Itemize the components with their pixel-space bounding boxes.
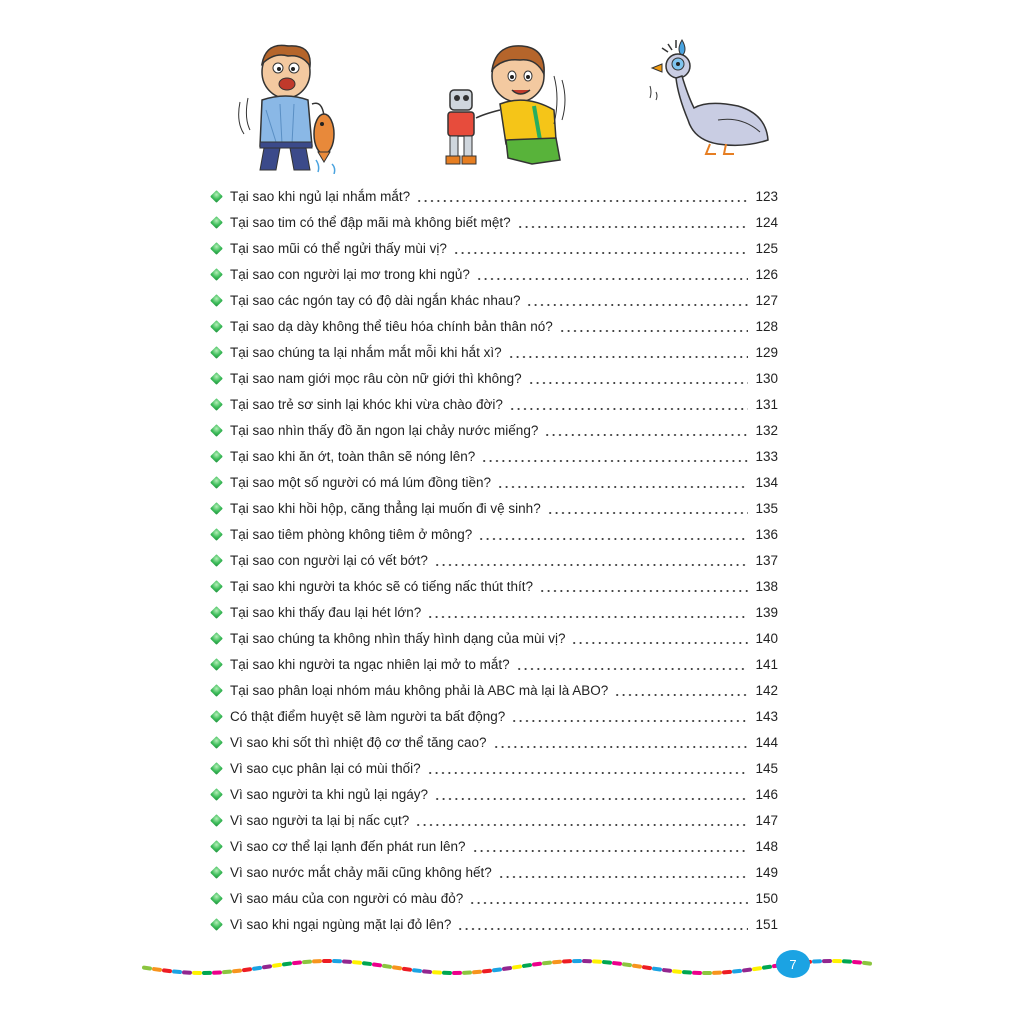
toc-entry-page: 144 (755, 734, 778, 750)
footer-dashed-wave (140, 945, 880, 995)
dot-leader (516, 657, 748, 671)
dot-leader (478, 527, 748, 541)
toc-entry-page: 125 (755, 240, 778, 256)
wave-dash (174, 972, 180, 973)
dot-leader (571, 631, 748, 645)
wave-dash (244, 969, 250, 970)
toc-entry (210, 651, 778, 677)
toc-entry (210, 729, 778, 755)
toc-entry (210, 469, 778, 495)
toc-entry (210, 417, 778, 443)
toc-entry-title: Vì sao khi ngại ngùng mặt lại đỏ lên? (230, 916, 452, 932)
green-diamond-bullet-icon (210, 918, 223, 931)
wave-dash (414, 970, 420, 971)
green-diamond-bullet-icon (210, 528, 223, 541)
dot-leader (415, 813, 748, 827)
dot-leader (497, 475, 748, 489)
green-diamond-bullet-icon (210, 450, 223, 463)
toc-entry (210, 443, 778, 469)
toc-entry-page: 137 (755, 552, 778, 568)
toc-entry-page: 143 (755, 708, 778, 724)
toc-entry (210, 573, 778, 599)
wave-dash (614, 963, 620, 964)
toc-entry (210, 807, 778, 833)
toc-entry (210, 521, 778, 547)
toc-entry-title: Vì sao cơ thể lại lạnh đến phát run lên? (230, 838, 466, 854)
green-diamond-bullet-icon (210, 840, 223, 853)
wave-dash (164, 970, 170, 971)
green-diamond-bullet-icon (210, 398, 223, 411)
green-diamond-bullet-icon (210, 684, 223, 697)
toc-entry-page: 131 (755, 396, 778, 412)
toc-entry-title: Tại sao nhìn thấy đồ ăn ngon lại chảy nước miếng? (230, 422, 539, 438)
green-diamond-bullet-icon (210, 632, 223, 645)
wave-dash (674, 971, 680, 972)
toc-entry (210, 261, 778, 287)
page-number-badge: 7 (776, 950, 810, 978)
toc-entry (210, 365, 778, 391)
wave-dash (224, 972, 230, 973)
toc-entry (210, 885, 778, 911)
green-diamond-bullet-icon (210, 762, 223, 775)
toc-entry-title: Vì sao nước mắt chảy mãi cũng không hết? (230, 864, 492, 880)
boy-with-fish-illustration (232, 42, 362, 174)
green-diamond-bullet-icon (210, 814, 223, 827)
toc-entry-title: Vì sao máu của con người có màu đỏ? (230, 890, 464, 906)
toc-entry-page: 129 (755, 344, 778, 360)
green-diamond-bullet-icon (210, 658, 223, 671)
goose-with-water-drop-illustration (648, 36, 772, 156)
wave-dash (384, 966, 390, 967)
toc-entry-page: 142 (755, 682, 778, 698)
toc-entry-title: Tại sao tiêm phòng không tiêm ở mông? (230, 526, 473, 542)
toc-entry (210, 339, 778, 365)
toc-entry-title: Vì sao cục phân lại có mùi thối? (230, 760, 421, 776)
green-diamond-bullet-icon (210, 580, 223, 593)
toc-entry-page: 130 (755, 370, 778, 386)
dot-leader (526, 293, 748, 307)
wave-dash (374, 964, 380, 965)
toc-entry-title: Tại sao con người lại mơ trong khi ngủ? (230, 266, 470, 282)
illustrations-row (0, 36, 1024, 176)
green-diamond-bullet-icon (210, 424, 223, 437)
toc-entry-page: 132 (755, 422, 778, 438)
dot-leader (508, 345, 748, 359)
toc-entry-page: 127 (755, 292, 778, 308)
toc-entry (210, 235, 778, 261)
toc-entry (210, 625, 778, 651)
toc-entry (210, 859, 778, 885)
toc-entry-title: Tại sao phân loại nhóm máu không phải là ABC mà lại là ABO? (230, 682, 609, 698)
dot-leader (427, 761, 748, 775)
toc-entry (210, 495, 778, 521)
boy-with-robot-illustration (436, 40, 572, 170)
wave-dash (364, 963, 370, 964)
wave-dash (734, 971, 740, 972)
dot-leader (457, 917, 748, 931)
toc-entry (210, 677, 778, 703)
toc-entry-title: Vì sao khi sốt thì nhiệt độ cơ thể tăng cao? (230, 734, 487, 750)
dot-leader (547, 501, 748, 515)
green-diamond-bullet-icon (210, 242, 223, 255)
dot-leader (469, 891, 748, 905)
toc-entry-page: 124 (755, 214, 778, 230)
toc-entry-title: Tại sao chúng ta không nhìn thấy hình dạng của mùi vị? (230, 630, 566, 646)
toc-entry (210, 703, 778, 729)
dot-leader (493, 735, 748, 749)
toc-entry-page: 136 (755, 526, 778, 542)
green-diamond-bullet-icon (210, 190, 223, 203)
wave-dash (484, 971, 490, 972)
toc-entry-title: Tại sao các ngón tay có độ dài ngắn khác nhau? (230, 292, 521, 308)
toc-entry (210, 313, 778, 339)
wave-dash (524, 965, 530, 966)
dot-leader (453, 241, 748, 255)
green-diamond-bullet-icon (210, 320, 223, 333)
toc-entry-page: 138 (755, 578, 778, 594)
wave-dash (264, 966, 270, 967)
toc-entry-title: Tại sao mũi có thể ngửi thấy mùi vị? (230, 240, 447, 256)
wave-dash (634, 966, 640, 967)
dot-leader (476, 267, 748, 281)
green-diamond-bullet-icon (210, 736, 223, 749)
toc-entry-title: Tại sao khi hồi hộp, căng thẳng lại muốn đi vệ sinh? (230, 500, 541, 516)
wave-dash (494, 969, 500, 970)
wave-dash (604, 962, 610, 963)
toc-entry-title: Tại sao một số người có má lúm đồng tiền? (230, 474, 492, 490)
toc-entry-title: Tại sao con người lại có vết bớt? (230, 552, 428, 568)
toc-entry-title: Tại sao chúng ta lại nhắm mắt mỗi khi hắt xì? (230, 344, 502, 360)
toc-entry-page: 126 (755, 266, 778, 282)
table-of-contents (210, 183, 778, 937)
toc-entry-page: 128 (755, 318, 778, 334)
wave-dash (144, 968, 150, 969)
toc-entry-page: 150 (755, 890, 778, 906)
toc-entry-title: Tại sao khi ăn ớt, toàn thân sẽ nóng lên? (230, 448, 476, 464)
toc-entry-title: Có thật điểm huyệt sẽ làm người ta bất động? (230, 708, 506, 724)
dot-leader (511, 709, 748, 723)
wave-dash (624, 964, 630, 965)
toc-entry-page: 123 (755, 188, 778, 204)
toc-entry (210, 833, 778, 859)
wave-dash (154, 969, 160, 970)
wave-dash (644, 967, 650, 968)
toc-entry-title: Tại sao khi người ta ngạc nhiên lại mở to mắt? (230, 656, 510, 672)
dot-leader (481, 449, 748, 463)
green-diamond-bullet-icon (210, 216, 223, 229)
toc-entry (210, 599, 778, 625)
wave-dash (754, 968, 760, 969)
wave-dash (254, 968, 260, 969)
green-diamond-bullet-icon (210, 866, 223, 879)
toc-entry-title: Tại sao nam giới mọc râu còn nữ giới thì không? (230, 370, 522, 386)
green-diamond-bullet-icon (210, 372, 223, 385)
toc-entry-title: Tại sao trẻ sơ sinh lại khóc khi vừa chào đời? (230, 396, 503, 412)
wave-dash (764, 967, 770, 968)
green-diamond-bullet-icon (210, 710, 223, 723)
toc-entry (210, 547, 778, 573)
green-diamond-bullet-icon (210, 502, 223, 515)
wave-dash (744, 970, 750, 971)
toc-entry (210, 911, 778, 937)
green-diamond-bullet-icon (210, 554, 223, 567)
wave-dash (234, 971, 240, 972)
toc-entry-page: 134 (755, 474, 778, 490)
wave-dash (294, 962, 300, 963)
wave-dash (394, 967, 400, 968)
toc-entry-title: Tại sao khi người ta khóc sẽ có tiếng nấc thút thít? (230, 578, 534, 594)
toc-entry-page: 147 (755, 812, 778, 828)
dot-leader (434, 787, 748, 801)
toc-entry-title: Tại sao dạ dày không thể tiêu hóa chính bản thân nó? (230, 318, 553, 334)
toc-entry-page: 140 (755, 630, 778, 646)
toc-entry-title: Tại sao khi thấy đau lại hét lớn? (230, 604, 422, 620)
toc-entry-page: 141 (755, 656, 778, 672)
dot-leader (498, 865, 748, 879)
dot-leader (472, 839, 748, 853)
dot-leader (544, 423, 748, 437)
green-diamond-bullet-icon (210, 788, 223, 801)
toc-entry-page: 139 (755, 604, 778, 620)
dot-leader (434, 553, 748, 567)
toc-entry-title: Tại sao tim có thể đập mãi mà không biết mệt? (230, 214, 511, 230)
toc-entry-page: 133 (755, 448, 778, 464)
dot-leader (509, 397, 748, 411)
toc-entry (210, 209, 778, 235)
toc-entry (210, 183, 778, 209)
toc-entry-page: 148 (755, 838, 778, 854)
toc-entry (210, 391, 778, 417)
toc-entry-page: 135 (755, 500, 778, 516)
wave-dash (284, 964, 290, 965)
green-diamond-bullet-icon (210, 606, 223, 619)
dot-leader (614, 683, 748, 697)
dot-leader (559, 319, 748, 333)
green-diamond-bullet-icon (210, 892, 223, 905)
green-diamond-bullet-icon (210, 268, 223, 281)
dot-leader (528, 371, 748, 385)
dot-leader (416, 189, 748, 203)
wave-dash (534, 964, 540, 965)
wave-dash (424, 971, 430, 972)
wave-dash (354, 962, 360, 963)
dot-leader (427, 605, 748, 619)
toc-entry (210, 287, 778, 313)
toc-entry-page: 146 (755, 786, 778, 802)
dot-leader (539, 579, 748, 593)
wave-dash (404, 969, 410, 970)
toc-entry-title: Vì sao người ta lại bị nấc cụt? (230, 812, 410, 828)
wave-dash (654, 969, 660, 970)
green-diamond-bullet-icon (210, 294, 223, 307)
toc-entry-title: Vì sao người ta khi ngủ lại ngáy? (230, 786, 429, 802)
toc-entry-page: 145 (755, 760, 778, 776)
green-diamond-bullet-icon (210, 346, 223, 359)
toc-entry-page: 149 (755, 864, 778, 880)
dot-leader (517, 215, 748, 229)
wave-dash (864, 963, 870, 964)
toc-entry (210, 781, 778, 807)
wave-dash (274, 965, 280, 966)
wave-dash (504, 968, 510, 969)
toc-entry-title: Tại sao khi ngủ lại nhắm mắt? (230, 188, 411, 204)
toc-entry (210, 755, 778, 781)
wave-dash (664, 970, 670, 971)
wave-dash (514, 967, 520, 968)
green-diamond-bullet-icon (210, 476, 223, 489)
toc-entry-page: 151 (755, 916, 778, 932)
wave-dash (854, 962, 860, 963)
wave-dash (544, 963, 550, 964)
